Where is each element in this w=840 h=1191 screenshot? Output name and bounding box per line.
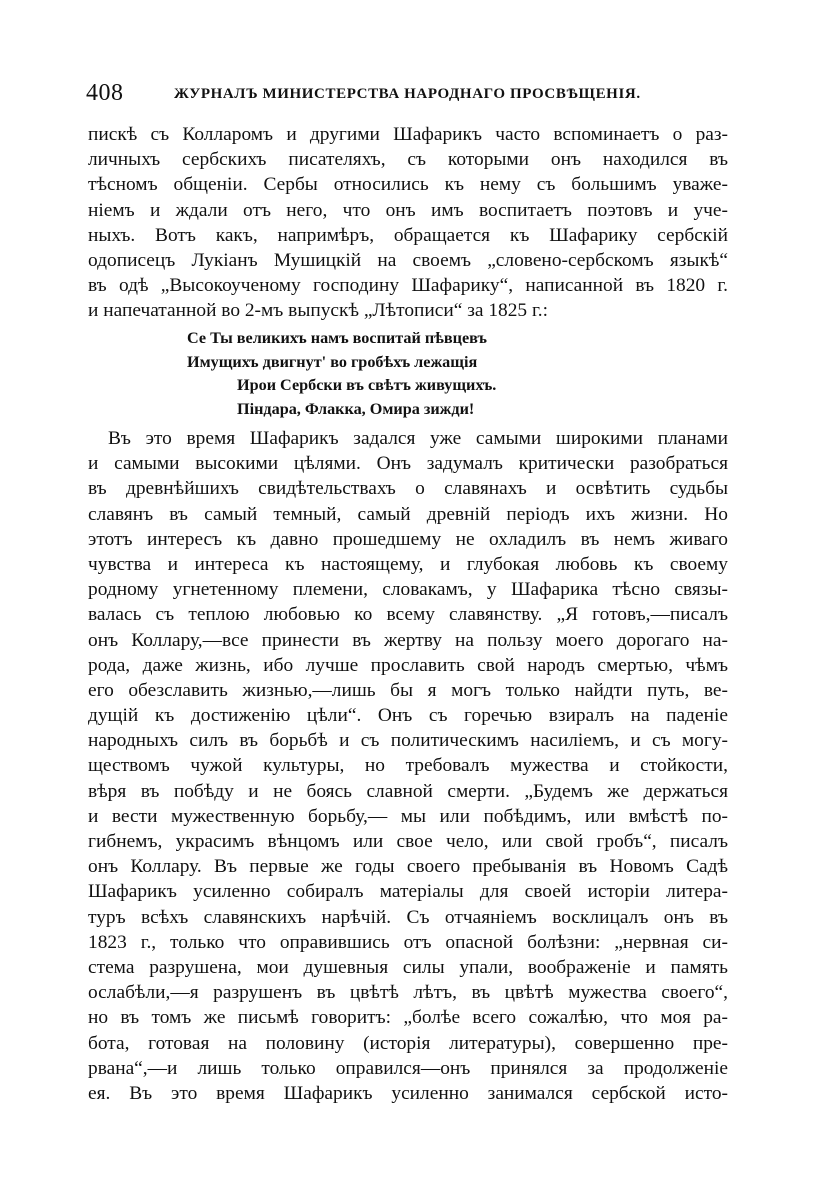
text-line: и напечатанной во 2-мъ выпускѣ „Лѣтописи“ за 1825 г.: (88, 300, 548, 322)
text-line: въ одѣ „Высокоученому господину Шафарику“, написанной въ 1820 г. (88, 275, 728, 297)
text-line: его обезславить жизнью,—лишь бы я могъ только найдти путь, ве- (88, 679, 728, 701)
text-line: стема разрушена, мои душевныя силы упали, воображеніе и память (88, 956, 728, 978)
poem-line: Се Ты великихъ намъ воспитай пѣвцевъ (187, 329, 487, 347)
text-line: Въ это время Шафарикъ задался уже самыми широкими планами (108, 428, 728, 449)
text-line: онъ Коллару,—все принести въ жертву на пользу моего дорогаго на- (88, 629, 728, 651)
text-line: въ древнѣйшихъ свидѣтельствахъ о славянахъ и освѣтить судьбы (88, 478, 728, 500)
text-line: дущій къ достиженію цѣли“. Онъ съ горечью взиралъ на паденіе (88, 705, 728, 727)
text-line: ществомъ чужой культуры, но требовалъ мужества и стойкости, (88, 755, 728, 777)
text-line: ніемъ и ждали отъ него, что онъ имъ воспитаетъ поэтовъ и уче- (88, 199, 728, 221)
text-line: гибнемъ, украсимъ вѣнцомъ или свое чело, или свой гробъ“, писалъ (88, 831, 728, 852)
text-line: тѣсномъ общеніи. Сербы относились къ нему съ большимъ уваже- (88, 174, 728, 196)
text-line: рода, даже жизнь, ибо лучше прославить свой народъ смертью, чѣмъ (88, 654, 728, 676)
page-number: 408 (86, 80, 124, 106)
text-line: личныхъ сербскихъ писателяхъ, съ которыми онъ находился въ (88, 149, 728, 171)
text-line: чувства и интереса къ настоящему, и глубокая любовь къ своему (88, 553, 728, 575)
text-line: одописецъ Лукіанъ Мушицкій на своемъ „словено-сербскомъ языкѣ“ (88, 249, 728, 271)
text-line: ныхъ. Вотъ какъ, напримѣръ, обращается къ Шафарику сербскій (88, 224, 728, 246)
running-head: ЖУРНАЛЪ МИНИСТЕРСТВА НАРОДНАГО ПРОСВѢЩЕНІЯ. (174, 86, 641, 102)
text-line: родному угнетенному племени, словакамъ, у Шафарика тѣсно связы- (88, 579, 728, 601)
text-line: 1823 г., только что оправившись отъ опасной болѣзни: „нервная си- (88, 931, 728, 953)
text-line: онъ Коллару. Въ первые же годы своего пребыванія въ Новомъ Садѣ (88, 856, 728, 878)
text-line: валась съ теплою любовью ко всему славянству. „Я готовъ,—писалъ (88, 604, 728, 626)
text-line: и самыми высокими цѣлями. Онъ задумалъ критически разобраться (88, 453, 728, 475)
paragraph-2 (88, 426, 728, 1106)
text-line: этотъ интересъ къ давно прошедшему не охладилъ въ немъ живаго (88, 528, 728, 550)
text-line: пискѣ съ Колларомъ и другими Шафарикъ часто вспоминаетъ о раз- (88, 124, 728, 145)
text-line: вѣря въ побѣду и не боясь славной смерти. „Будемъ же держаться (88, 780, 728, 802)
text-line: народныхъ силъ въ борьбѣ и съ политическимъ насиліемъ, и съ могу- (88, 730, 728, 752)
poem-quote (187, 327, 567, 421)
poem-line: Піндара, Флакка, Омира зижди! (237, 399, 475, 418)
text-line: туръ всѣхъ славянскихъ нарѣчій. Съ отчаяніемъ восклицалъ онъ въ (88, 906, 728, 928)
poem-line: Имущихъ двигнут' во гробѣхъ лежащія (187, 352, 478, 371)
text-line: славянъ въ самый темный, самый древній періодъ ихъ жизни. Но (88, 503, 728, 525)
paragraph-1 (88, 122, 728, 324)
text-line: ея. Въ это время Шафарикъ усиленно занимался сербской исто- (88, 1082, 728, 1104)
text-line: бота, готовая на половину (исторія литературы), совершенно пре- (88, 1032, 728, 1054)
text-line: но въ томъ же письмѣ говоритъ: „болѣе всего сожалѣю, что моя ра- (88, 1007, 728, 1029)
poem-line: Ирои Сербски въ свѣтъ живущихъ. (237, 376, 497, 394)
text-line: ослабѣли,—я разрушенъ въ цвѣтѣ лѣтъ, въ цвѣтѣ мужества своего“, (88, 982, 728, 1004)
text-line: рвана“,—и лишь только оправился—онъ принялся за продолженіе (88, 1057, 728, 1079)
page-header (86, 78, 642, 108)
text-line: Шафарикъ усиленно собиралъ матеріалы для своей исторіи литера- (88, 881, 728, 903)
text-line: и вести мужественную борьбу,— мы или побѣдимъ, или вмѣстѣ по- (88, 805, 728, 827)
